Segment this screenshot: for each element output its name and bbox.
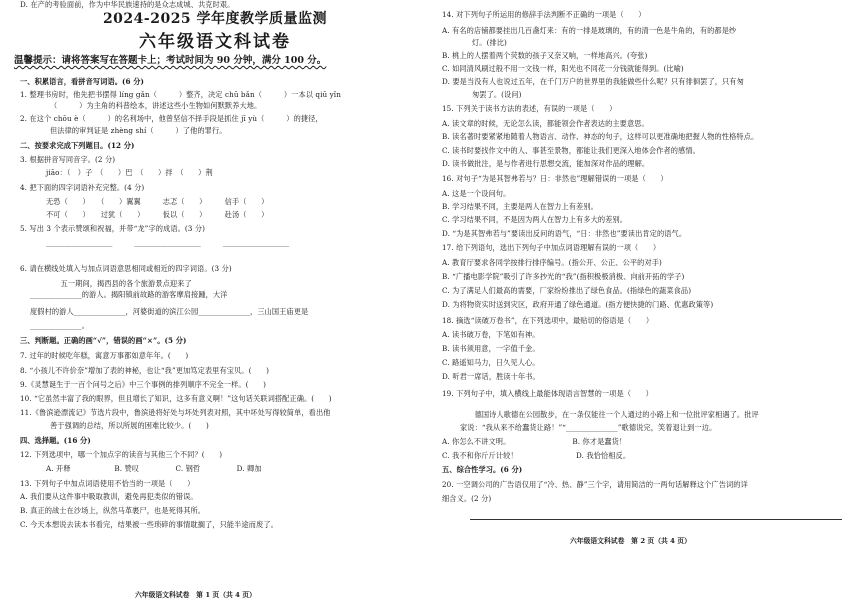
right-line-20: B. “广播电影学院”吸引了许多抄光的“我”(指积极极消极、向前开拓的学子) <box>442 272 685 281</box>
left-line-26: 四、选择题。(16 分) <box>20 436 91 445</box>
left-line-23: 10. “它虽然丰富了我的眼界，但且增长了知识，这多有意义啊！”这句话关联词搭配正确。( ) <box>20 394 332 403</box>
left-line-12: 5. 写出 3 个表示赞颂和祝福，并带“龙”字的成语。(3 分) <box>20 224 206 233</box>
exam-subtitle: 六年级语文科试卷 <box>139 32 291 52</box>
right-line-30: 家说：“我从来不给蠢货让路！”“______________”歌德说完，笑着退让到一边。 <box>460 423 717 432</box>
left-line-7: 3. 根据拼音写同音字。(2 分) <box>20 155 116 164</box>
right-line-6: D. 要是当没有人也说过五年，在千门万户的世界里的我能做些什么呢？只有徘徊罢了，只有匆 <box>442 77 744 86</box>
notice-tip <box>14 52 424 66</box>
left-line-10: 无恐（ ） （ ）翼翼 志忑（ ） 信手（ ） <box>46 197 269 206</box>
right-line-29: 德国诗人歌德在公园散步，在一条仅能往一个人通过的小路上和一位批评家相遇了。批评 <box>460 410 759 419</box>
page-footer-right: 六年级语文科试卷 第 2 页（共 4 页） <box>570 537 691 545</box>
left-line-6: 二、按要求完成下列题目。(12 分) <box>20 141 135 150</box>
right-line-8: 15. 下列关于读书方法的表述，有误的一项是（ ） <box>442 104 617 113</box>
right-line-34: 20. 一空调公司的广告语仅用了“冷、热、静”三个字，请用简洁的一两句话解释这个广告词的详 <box>442 480 748 489</box>
page-footer-left: 六年级语文科试卷 第 1 页（共 4 页） <box>135 591 256 599</box>
right-line-33: 五、综合性学习。(6 分) <box>442 465 523 474</box>
right-line-18: 17. 给下列语句，选出下列句子中加点词语理解有误的一项（ ） <box>442 243 661 252</box>
left-line-11: 不可（ ） 过犹（ ） 仮以（ ） 赴汤（ ） <box>46 210 269 219</box>
left-line-31: B. 真正的战士在沙场上，纵然马革裹尸，也是死得其所。 <box>20 506 206 515</box>
right-line-3: 灯。(排比) <box>472 38 507 47</box>
right-line-25: B. 读书须用意，一字值千金。 <box>442 344 540 353</box>
left-line-2: 1. 整理书房时，他先把书摆得 líng gǎn（ ）整齐，决定 chū bǎn（ ）一本以 qiū yǐn <box>20 90 341 99</box>
left-line-33: D. 在产的考验面前，作为中华民族速持的是众志成城、共克时艰。 <box>20 0 235 9</box>
right-line-22: D. 为将物资实时送到灾区，政府开通了绿色通道。(指方便快捷的门路、优惠政策等) <box>442 300 714 309</box>
right-line-11: C. 读书时要找作文中的人、事甚至景物，都能让我们更深入地体会作者的感情。 <box>442 146 700 155</box>
left-line-3: （ ）为主角的科普绘本，讲述这些小生物如何默默养大地。 <box>50 101 262 110</box>
left-line-13: __________________ __________________ __________________ <box>46 238 290 247</box>
right-line-5: C. 如同清风刷过般不用一文钱一样，阳光也不同花一分钱就能得到。(比喻) <box>442 64 684 73</box>
left-line-32: C. 今天本想说去读本书看完，结果被一些琐碎的事情耽搁了，只能半途而废了。 <box>20 520 278 529</box>
left-line-15: 五一期间，揭西县的各个旅游景点迎来了 <box>46 279 192 288</box>
right-line-10: B. 读名著时要紧紧地随着人物语言、动作、神态的句子，这样可以更准确地把握人物的性格特点。 <box>442 132 759 141</box>
right-line-31: A. 你怎么不讲文明。 B. 你才是蠢货！ <box>442 437 627 446</box>
left-line-1: 一、积累语言，看拼音写词语。(6 分) <box>20 77 145 86</box>
left-line-21: 8. “小孩儿不许价奈”增加了表的神秘，也让“我”更加笃定表里有宝贝。( ) <box>20 366 269 375</box>
right-line-16: C. 学习结果不同，不是因为两人在智力上有多大的差别。 <box>442 215 628 224</box>
left-line-17: 度假村的游人______________，河婆街道的滨江公园______________，三山国王庙更是 <box>30 307 309 316</box>
right-line-13: 16. 对句子“为是其智弗若与？日：非然也”理解错误的一项是（ ） <box>442 174 668 183</box>
right-line-26: C. 路遥知马力，日久见人心。 <box>442 358 540 367</box>
left-line-30: A. 我们要从这件事中吸取教训，避免再犯类似的错误。 <box>20 492 198 501</box>
right-line-17: D. “为是其智弗若与”要读出反问的语气，“日：非然也”要读出肯定的语气。 <box>442 229 687 238</box>
left-line-18: ______________。 <box>30 321 89 330</box>
left-line-27: 12. 下列选项中，哪一个加点字的读音与其他三个不同？( ) <box>20 450 223 459</box>
right-line-12: D. 读书做批注，是与作者进行思想交流，能加深对作品的理解。 <box>442 159 650 168</box>
notice-tip-text: 温馨提示：请将答案写在答题卡上；考试时间为 90 分钟，满分 100 分。 <box>14 55 327 66</box>
exam-title: 2024-2025 学年度教学质量监测 <box>102 11 328 27</box>
answer-line <box>470 519 842 520</box>
left-line-24: 11.《鲁滨逊漂流记》节选片段中，鲁滨逊将好处与坏处列表对照，其中坏处写得较简单，看出他 <box>20 408 331 417</box>
right-line-23: 18. 摘选“读破万卷书”，在下列选项中，最贴切的俗语是（ ） <box>442 316 654 325</box>
right-line-1: 14. 对下列句子所运用的修辞手法判断不正确的一项是（ ） <box>442 10 646 19</box>
right-line-27: D. 听君一席话，胜读十年书。 <box>442 372 540 381</box>
left-line-22: 9.《灵慧诞生于一百个问号之后》中三个事例的排列顺序不完全一样。( ) <box>20 380 267 389</box>
right-line-35: 细含义。(2 分) <box>442 494 492 503</box>
right-line-21: C. 为了满足人们最高的需要，厂家纷纷推出了绿色食品。(指绿色的蔬菜食品) <box>442 286 692 295</box>
right-line-15: B. 学习结果不同，主要是两人在智力上有差别。 <box>442 202 598 211</box>
left-line-8: jiāo：（ ）子 （ ）巴 （ ）拌 （ ）荆 <box>46 168 213 177</box>
left-line-16: ______________的游人。揭阳镇前故路的游客摩肩接踵，大洋 <box>30 290 228 299</box>
left-line-5: 但法律的审判证是 zhèng shí（ ）了他的罪行。 <box>50 126 227 135</box>
left-line-19: 三、判断题。正确的画“√”，错误的画“×”。(5 分) <box>20 336 187 345</box>
right-line-9: A. 读文章的时候，无论怎么读，都能领会作者表达的主要意思。 <box>442 119 649 128</box>
right-line-4: B. 桃上的人摆着两个荧数的孩子又奈又响，一样地高兴。(夸张) <box>442 51 648 60</box>
right-line-14: A. 这是一个设问句。 <box>442 189 511 198</box>
right-line-2: A. 有名的店铺都要挂出几百盏灯来：有的一排是玻璃的，有的清一色是牛角的，有的都是纱 <box>442 26 737 35</box>
exam-page-right <box>430 0 860 609</box>
left-line-14: 6. 请在横线处填入与加点词语意思相同或相近的四字词语。(3 分) <box>20 264 232 273</box>
left-line-9: 4. 把下面的四字词语补充完整。(4 分) <box>20 183 145 192</box>
left-line-29: 13. 下列句子中加点词语使用不恰当的一项是（ ） <box>20 479 195 488</box>
left-line-20: 7. 过年的时候吃年糕，寓意万事都如意年年。( ) <box>20 351 189 360</box>
left-line-4: 2. 在这个 chōu è（ ）的名利场中，他曾坚信不择手段是抓住 jī yù（ ）的捷径， <box>20 114 323 123</box>
left-line-25: 善于强调的总结，所以所展的困难比较少。( ) <box>50 421 209 430</box>
right-line-24: A. 读书破万卷，下笔如有神。 <box>442 330 540 339</box>
right-line-28: 19. 下列句子中，填入横线上最能体现语言智慧的一项是（ ） <box>442 389 653 398</box>
left-line-28: A. 开释 B. 赞叹 C. 钢哲 D. 卿加 <box>46 464 262 473</box>
right-line-7: 匆罢了。(设问) <box>472 90 522 99</box>
right-line-19: A. 教育厅要求各同学按排行排序编号。(指公开、公正、公平的对手) <box>442 258 662 267</box>
right-line-32: C. 我不和你斤斤计较！ D. 我恰恰相反。 <box>442 451 631 460</box>
